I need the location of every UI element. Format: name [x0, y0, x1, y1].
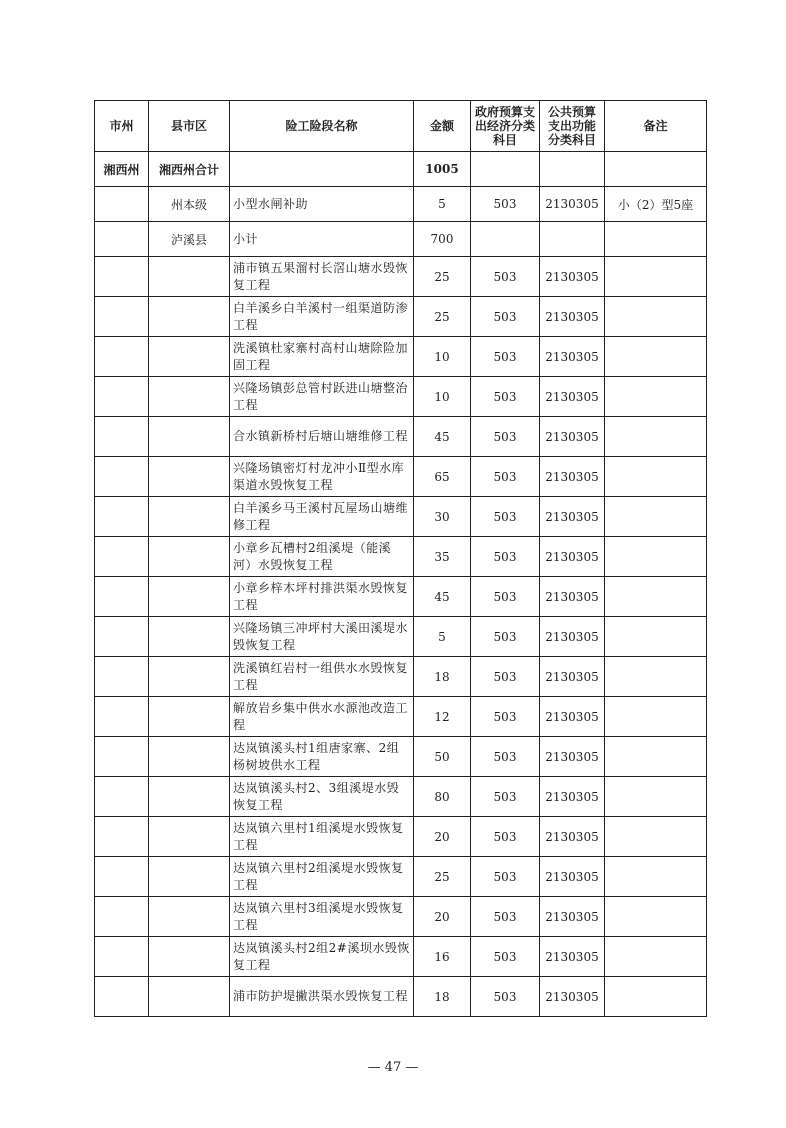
note-cell — [605, 697, 707, 737]
name-cell: 达岚镇溪头村2组2#溪坝水毁恢复工程 — [230, 937, 414, 977]
county-cell — [149, 377, 230, 417]
header-name: 险工险段名称 — [230, 101, 414, 152]
city-cell — [95, 377, 149, 417]
header-county: 县市区 — [149, 101, 230, 152]
table-row — [95, 817, 707, 857]
econ-cell: 503 — [471, 777, 540, 817]
amount-cell: 25 — [414, 257, 471, 297]
amount-cell: 25 — [414, 857, 471, 897]
name-cell: 达岚镇溪头村2、3组溪堤水毁恢复工程 — [230, 777, 414, 817]
table-row — [95, 737, 707, 777]
func-cell: 2130305 — [540, 377, 605, 417]
table-row — [95, 187, 707, 222]
amount-cell: 5 — [414, 187, 471, 222]
econ-cell: 503 — [471, 187, 540, 222]
note-cell — [605, 897, 707, 937]
note-cell — [605, 657, 707, 697]
city-cell — [95, 857, 149, 897]
note-cell — [605, 977, 707, 1017]
note-cell — [605, 577, 707, 617]
summary-row — [95, 152, 707, 187]
city-cell — [95, 257, 149, 297]
amount-cell: 25 — [414, 297, 471, 337]
table-row — [95, 577, 707, 617]
city-cell — [95, 977, 149, 1017]
econ-cell: 503 — [471, 377, 540, 417]
name-cell: 合水镇新桥村后塘山塘维修工程 — [230, 417, 414, 457]
table-row — [95, 297, 707, 337]
county-cell — [149, 617, 230, 657]
city-cell — [95, 497, 149, 537]
page-number: — 47 — — [367, 1060, 419, 1075]
name-cell: 白羊溪乡白羊溪村一组渠道防渗工程 — [230, 297, 414, 337]
amount-cell: 65 — [414, 457, 471, 497]
econ-cell: 503 — [471, 577, 540, 617]
city-cell — [95, 777, 149, 817]
func-cell: 2130305 — [540, 577, 605, 617]
name-cell: 洗溪镇杜家寨村高村山塘除险加固工程 — [230, 337, 414, 377]
table-row — [95, 697, 707, 737]
table-row — [95, 377, 707, 417]
amount-cell: 50 — [414, 737, 471, 777]
name-cell — [230, 152, 414, 187]
table-row — [95, 897, 707, 937]
table-row — [95, 337, 707, 377]
header-city: 市州 — [95, 101, 149, 152]
county-cell — [149, 657, 230, 697]
city-cell — [95, 897, 149, 937]
table-row — [95, 657, 707, 697]
table-row — [95, 497, 707, 537]
county-cell — [149, 337, 230, 377]
note-cell — [605, 152, 707, 187]
county-cell — [149, 697, 230, 737]
func-cell: 2130305 — [540, 777, 605, 817]
header-amount: 金额 — [414, 101, 471, 152]
note-cell — [605, 617, 707, 657]
func-cell: 2130305 — [540, 537, 605, 577]
county-cell — [149, 457, 230, 497]
city-cell — [95, 737, 149, 777]
note-cell — [605, 222, 707, 257]
note-cell — [605, 777, 707, 817]
city-cell — [95, 657, 149, 697]
amount-cell: 45 — [414, 577, 471, 617]
note-cell — [605, 337, 707, 377]
name-cell: 解放岩乡集中供水水源池改造工程 — [230, 697, 414, 737]
econ-cell: 503 — [471, 257, 540, 297]
func-cell: 2130305 — [540, 857, 605, 897]
table-row — [95, 537, 707, 577]
func-cell: 2130305 — [540, 187, 605, 222]
name-cell: 小计 — [230, 222, 414, 257]
amount-cell: 18 — [414, 977, 471, 1017]
func-cell: 2130305 — [540, 457, 605, 497]
name-cell: 兴隆场镇密灯村龙冲小Ⅱ型水库渠道水毁恢复工程 — [230, 457, 414, 497]
table-row — [95, 777, 707, 817]
table-row — [95, 457, 707, 497]
name-cell: 浦市镇五果溜村长滘山塘水毁恢复工程 — [230, 257, 414, 297]
amount-cell: 700 — [414, 222, 471, 257]
econ-cell — [471, 222, 540, 257]
amount-cell: 30 — [414, 497, 471, 537]
amount-cell: 20 — [414, 817, 471, 857]
city-cell — [95, 697, 149, 737]
amount-cell: 10 — [414, 337, 471, 377]
func-cell: 2130305 — [540, 937, 605, 977]
amount-cell: 80 — [414, 777, 471, 817]
note-cell — [605, 497, 707, 537]
county-cell — [149, 937, 230, 977]
econ-cell: 503 — [471, 697, 540, 737]
func-cell: 2130305 — [540, 297, 605, 337]
econ-cell: 503 — [471, 937, 540, 977]
econ-cell: 503 — [471, 337, 540, 377]
name-cell: 达岚镇溪头村1组唐家寨、2组杨树坡供水工程 — [230, 737, 414, 777]
econ-cell: 503 — [471, 497, 540, 537]
county-cell: 州本级 — [149, 187, 230, 222]
city-cell — [95, 337, 149, 377]
name-cell: 小章乡梓木坪村排洪渠水毁恢复工程 — [230, 577, 414, 617]
amount-cell: 18 — [414, 657, 471, 697]
table-header-row — [95, 101, 707, 152]
city-cell — [95, 577, 149, 617]
city-cell — [95, 187, 149, 222]
city-cell — [95, 417, 149, 457]
city-cell — [95, 297, 149, 337]
note-cell — [605, 417, 707, 457]
func-cell: 2130305 — [540, 617, 605, 657]
county-cell: 湘西州合计 — [149, 152, 230, 187]
note-cell — [605, 937, 707, 977]
name-cell: 洗溪镇红岩村一组供水水毁恢复工程 — [230, 657, 414, 697]
econ-cell: 503 — [471, 897, 540, 937]
county-cell — [149, 777, 230, 817]
note-cell — [605, 857, 707, 897]
county-cell — [149, 737, 230, 777]
econ-cell: 503 — [471, 737, 540, 777]
note-cell — [605, 377, 707, 417]
func-cell: 2130305 — [540, 977, 605, 1017]
func-cell: 2130305 — [540, 417, 605, 457]
amount-cell: 35 — [414, 537, 471, 577]
funding-table — [94, 100, 707, 1017]
county-cell — [149, 257, 230, 297]
city-cell — [95, 457, 149, 497]
func-cell: 2130305 — [540, 697, 605, 737]
table-row — [95, 257, 707, 297]
econ-cell: 503 — [471, 977, 540, 1017]
amount-cell: 45 — [414, 417, 471, 457]
county-cell — [149, 577, 230, 617]
func-cell: 2130305 — [540, 897, 605, 937]
func-cell: 2130305 — [540, 257, 605, 297]
note-cell — [605, 457, 707, 497]
name-cell: 达岚镇六里村2组溪堤水毁恢复工程 — [230, 857, 414, 897]
name-cell: 兴隆场镇三冲坪村大溪田溪堤水毁恢复工程 — [230, 617, 414, 657]
table-row — [95, 417, 707, 457]
econ-cell: 503 — [471, 617, 540, 657]
amount-cell: 5 — [414, 617, 471, 657]
econ-cell: 503 — [471, 417, 540, 457]
city-cell — [95, 617, 149, 657]
table-row — [95, 977, 707, 1017]
econ-cell: 503 — [471, 817, 540, 857]
func-cell — [540, 222, 605, 257]
amount-cell: 20 — [414, 897, 471, 937]
amount-cell: 16 — [414, 937, 471, 977]
name-cell: 达岚镇六里村1组溪堤水毁恢复工程 — [230, 817, 414, 857]
econ-cell: 503 — [471, 857, 540, 897]
county-cell — [149, 537, 230, 577]
amount-cell: 10 — [414, 377, 471, 417]
econ-cell: 503 — [471, 657, 540, 697]
econ-cell: 503 — [471, 297, 540, 337]
func-cell: 2130305 — [540, 657, 605, 697]
city-cell: 湘西州 — [95, 152, 149, 187]
name-cell: 小章乡瓦槽村2组溪堤（能溪河）水毁恢复工程 — [230, 537, 414, 577]
subtotal-row — [95, 222, 707, 257]
note-cell — [605, 737, 707, 777]
header-note: 备注 — [605, 101, 707, 152]
amount-cell: 12 — [414, 697, 471, 737]
func-cell: 2130305 — [540, 497, 605, 537]
econ-cell: 503 — [471, 537, 540, 577]
note-cell — [605, 257, 707, 297]
econ-cell: 503 — [471, 457, 540, 497]
county-cell — [149, 977, 230, 1017]
table-row — [95, 857, 707, 897]
county-cell — [149, 297, 230, 337]
county-cell — [149, 817, 230, 857]
func-cell: 2130305 — [540, 337, 605, 377]
city-cell — [95, 937, 149, 977]
header-econ: 政府预算支出经济分类科目 — [471, 101, 540, 152]
name-cell: 兴隆场镇彭总管村跃进山塘整治工程 — [230, 377, 414, 417]
county-cell — [149, 897, 230, 937]
note-cell — [605, 297, 707, 337]
note-cell — [605, 817, 707, 857]
amount-cell: 1005 — [414, 152, 471, 187]
note-cell — [605, 537, 707, 577]
county-cell: 泸溪县 — [149, 222, 230, 257]
name-cell: 小型水闸补助 — [230, 187, 414, 222]
county-cell — [149, 417, 230, 457]
note-cell: 小（2）型5座 — [605, 187, 707, 222]
county-cell — [149, 497, 230, 537]
header-func: 公共预算支出功能分类科目 — [540, 101, 605, 152]
name-cell: 浦市防护堤撇洪渠水毁恢复工程 — [230, 977, 414, 1017]
city-cell — [95, 537, 149, 577]
city-cell — [95, 222, 149, 257]
table-row — [95, 937, 707, 977]
city-cell — [95, 817, 149, 857]
county-cell — [149, 857, 230, 897]
func-cell: 2130305 — [540, 737, 605, 777]
table-row — [95, 617, 707, 657]
name-cell: 白羊溪乡马王溪村瓦屋场山塘维修工程 — [230, 497, 414, 537]
name-cell: 达岚镇六里村3组溪堤水毁恢复工程 — [230, 897, 414, 937]
econ-cell — [471, 152, 540, 187]
func-cell: 2130305 — [540, 817, 605, 857]
func-cell — [540, 152, 605, 187]
